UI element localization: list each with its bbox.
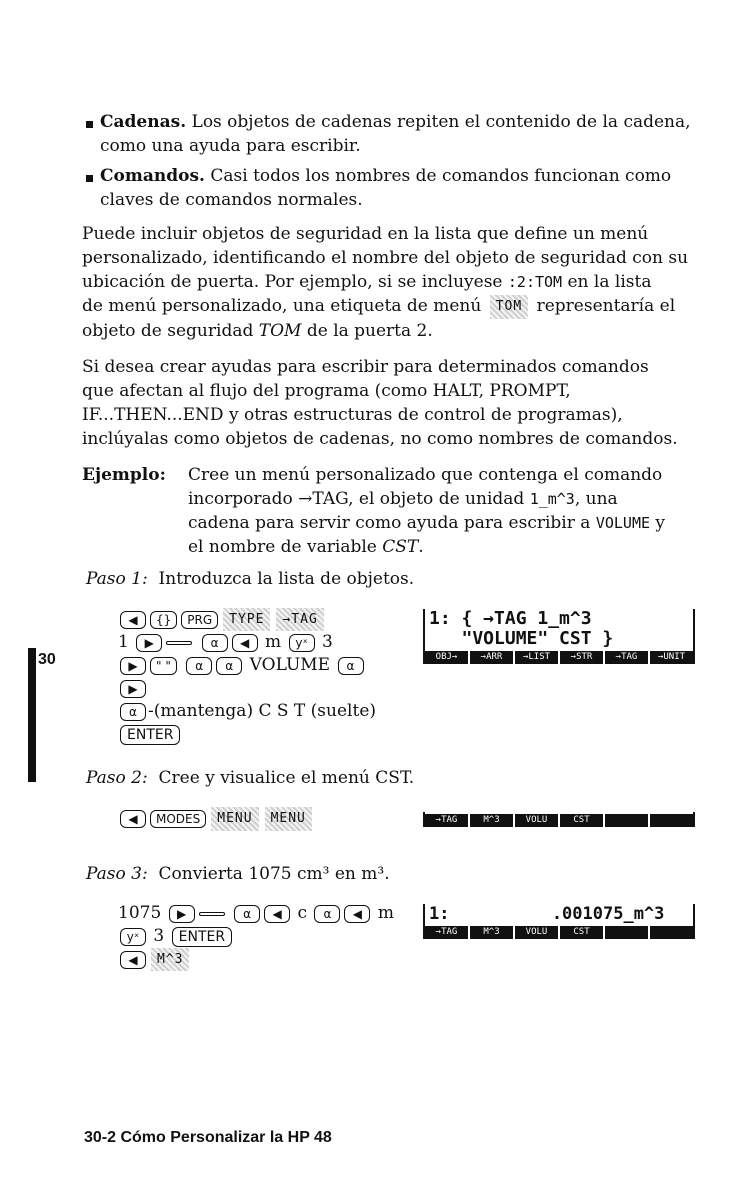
left-shift-key: ◀ xyxy=(264,905,290,923)
number: 1075 xyxy=(118,903,162,923)
alpha-key: α xyxy=(314,905,340,923)
code-tag: :2:TOM xyxy=(507,273,563,291)
braces-key: {} xyxy=(150,611,177,629)
menu-tag: →TAG xyxy=(605,651,650,664)
lcd-line-1: 1: .001075_m^3 xyxy=(429,904,665,924)
bullet-marker xyxy=(86,121,93,128)
letter: m xyxy=(377,903,394,923)
menu-volu: VOLU xyxy=(515,926,560,939)
alpha-key: α xyxy=(186,657,212,675)
alpha-key: α xyxy=(338,657,364,675)
keystroke-line xyxy=(118,700,376,723)
bullet-title: Cadenas. xyxy=(100,112,187,132)
softkey-menu: MENU xyxy=(265,807,312,831)
softkey-tag: →TAG xyxy=(276,608,323,631)
step-text: Introduzca la lista de objetos. xyxy=(158,569,415,589)
alpha-key: α xyxy=(202,634,228,652)
softkey-label: TOM xyxy=(490,295,528,319)
softkey-menu: MENU xyxy=(211,807,258,831)
text-line: IF...THEN...END y otras estructuras de control de programas), xyxy=(82,405,623,425)
lcd-menu-bar xyxy=(425,814,693,827)
right-shift-key: ▶ xyxy=(120,657,146,675)
digit: 3 xyxy=(153,926,165,946)
bullet-marker xyxy=(86,175,93,182)
menu-volu: VOLU xyxy=(515,814,560,827)
right-shift-key: ▶ xyxy=(136,634,162,652)
paragraph-security-objects xyxy=(82,222,688,343)
menu-str: →STR xyxy=(560,651,605,664)
lcd-display-step1 xyxy=(423,609,695,664)
text-line: Cree un menú personalizado que contenga el comando xyxy=(188,465,663,485)
menu-cst: CST xyxy=(560,926,605,939)
right-shift-key: ▶ xyxy=(169,905,195,923)
text-line: Si desea crear ayudas para escribir para determinados comandos xyxy=(82,357,649,377)
italic-name: CST xyxy=(382,537,419,557)
menu-m3: M^3 xyxy=(470,814,515,827)
step-label: Paso 3: xyxy=(86,864,148,884)
menu-unit: →UNIT xyxy=(657,652,686,662)
bullet-text: como una ayuda para escribir. xyxy=(100,136,361,156)
enter-key: ENTER xyxy=(172,927,232,947)
yx-key: yˣ xyxy=(289,634,315,652)
text-line: inclúyalas como objetos de cadenas, no como nombres de comandos. xyxy=(82,429,678,449)
code-string: VOLUME xyxy=(595,514,651,532)
bullet-text: Casi todos los nombres de comandos funcionan como xyxy=(204,166,672,186)
step-text: Cree y visualice el menú CST. xyxy=(158,768,415,788)
step-label: Paso 2: xyxy=(86,768,148,788)
menu-tag: →TAG xyxy=(425,926,470,939)
lcd-display-step3 xyxy=(423,904,695,939)
prg-key: PRG xyxy=(181,611,218,629)
softkey-type: TYPE xyxy=(223,608,270,631)
lcd-display-step2 xyxy=(423,812,695,827)
text: ubicación de puerta. Por ejemplo, si se incluyese xyxy=(82,272,508,292)
menu-obj: OBJ→ xyxy=(425,651,470,664)
menu-arr: →ARR xyxy=(470,651,515,664)
digit: 1 xyxy=(118,632,129,652)
text: , una xyxy=(574,489,618,509)
alpha-key: α xyxy=(120,703,146,721)
left-shift-key: ◀ xyxy=(344,905,370,923)
text: objeto de seguridad xyxy=(82,320,259,341)
bullet-text: claves de comandos normales. xyxy=(100,190,363,210)
chapter-tab-number: 30 xyxy=(38,651,56,668)
blank-key xyxy=(166,641,192,645)
keystroke-line xyxy=(118,608,376,631)
chapter-tab-bar xyxy=(28,648,36,782)
lcd-line-2: "VOLUME" CST } xyxy=(429,628,614,649)
softkey-m3: M^3 xyxy=(151,948,189,971)
keystroke-line xyxy=(118,654,376,677)
lcd-line-1: 1: { →TAG 1_m^3 xyxy=(429,608,592,629)
alpha-key: α xyxy=(234,905,260,923)
keystroke-line xyxy=(118,948,394,971)
menu-empty xyxy=(605,814,650,827)
text-line: Puede incluir objetos de seguridad en la lista que define un menú xyxy=(82,224,649,244)
bullet-comandos xyxy=(100,164,671,212)
text-line xyxy=(82,294,688,319)
text-line xyxy=(82,270,688,294)
menu-m3: M^3 xyxy=(470,926,515,939)
text: y xyxy=(650,513,666,533)
letter: m xyxy=(265,632,282,652)
page-footer: 30-2 Cómo Personalizar la HP 48 xyxy=(84,1129,332,1146)
keystroke-line xyxy=(118,925,394,948)
text-line xyxy=(188,535,665,559)
text: de menú personalizado, una etiqueta de menú xyxy=(82,296,487,316)
text: el nombre de variable xyxy=(188,537,383,557)
text: -(mantenga) C S T (suelte) xyxy=(148,701,377,721)
example-text xyxy=(188,463,665,559)
step-2-keystrokes xyxy=(118,806,315,831)
step-3-heading xyxy=(86,862,390,886)
text-line: personalizado, identificando el nombre del objeto de seguridad con su xyxy=(82,248,689,268)
blank-key xyxy=(199,912,225,916)
step-1-keystrokes xyxy=(118,608,376,746)
step-3-keystrokes xyxy=(118,902,394,971)
step-1-heading xyxy=(86,567,414,591)
text-line xyxy=(82,319,688,343)
keystroke-line xyxy=(118,631,376,654)
alpha-key: α xyxy=(216,657,242,675)
keystroke-line xyxy=(118,723,376,746)
step-label: Paso 1: xyxy=(86,569,148,589)
left-shift-key: ◀ xyxy=(232,634,258,652)
text: . xyxy=(418,537,424,557)
digit: 3 xyxy=(321,632,333,652)
text-line xyxy=(188,511,665,535)
text: cadena para servir como ayuda para escribir a xyxy=(188,513,596,533)
left-shift-key: ◀ xyxy=(120,951,146,969)
keystroke-line xyxy=(118,677,376,700)
menu-empty xyxy=(650,926,693,939)
bullet-cadenas xyxy=(100,110,691,158)
bullet-title: Comandos. xyxy=(100,166,205,186)
text: en la lista xyxy=(562,272,652,292)
text: VOLUME xyxy=(249,655,331,675)
example-label: Ejemplo: xyxy=(82,465,166,485)
bullet-text: Los objetos de cadenas repiten el contenido de la cadena, xyxy=(186,112,691,132)
enter-key: ENTER xyxy=(120,725,180,745)
text: representaría el xyxy=(531,296,676,316)
modes-key: MODES xyxy=(150,810,206,828)
paragraph-typing-aids xyxy=(82,355,678,451)
step-text: Convierta 1075 cm³ en m³. xyxy=(158,864,390,884)
lcd-menu-bar xyxy=(425,651,693,664)
yx-key: yˣ xyxy=(120,928,146,946)
right-arrow-key: ▶ xyxy=(120,680,146,698)
text: incorporado →TAG, el objeto de unidad xyxy=(188,489,530,509)
menu-tag: →TAG xyxy=(425,814,470,827)
keystroke-line xyxy=(118,902,394,925)
text-line: que afectan al flujo del programa (como HALT, PROMPT, xyxy=(82,381,571,401)
menu-empty xyxy=(605,926,650,939)
left-shift-key: ◀ xyxy=(120,611,146,629)
letter: c xyxy=(297,903,308,923)
menu-list: →LIST xyxy=(515,651,560,664)
left-shift-key: ◀ xyxy=(120,810,146,828)
lcd-menu-bar xyxy=(425,926,693,939)
step-2-heading xyxy=(86,766,414,790)
italic-name: TOM xyxy=(258,320,302,341)
menu-empty xyxy=(650,814,693,827)
text-line xyxy=(188,487,665,511)
quote-key: " " xyxy=(150,657,177,675)
text: de la puerta 2. xyxy=(301,320,433,341)
code-unit: 1_m^3 xyxy=(529,490,575,508)
menu-cst: CST xyxy=(560,814,605,827)
